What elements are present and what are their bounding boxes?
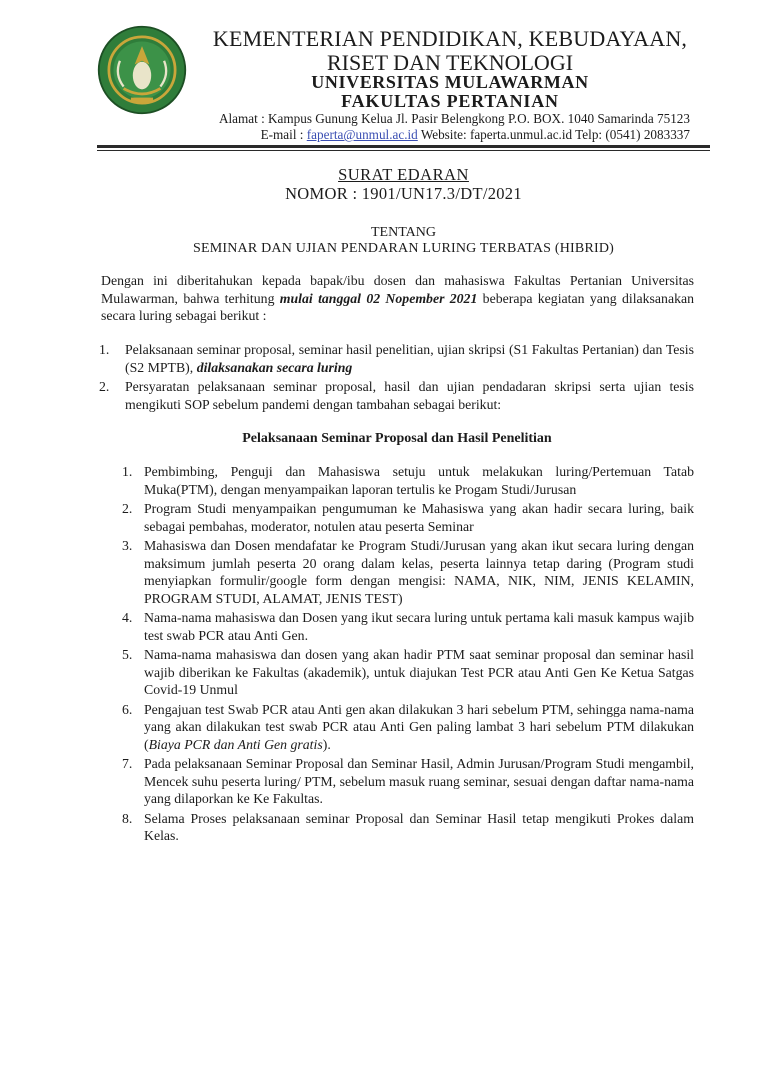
list-text: Nama-nama mahasiswa dan Dosen yang ikut secara luring untuk pertama kali masuk kampus wajib test swab PCR atau Anti Gen.	[144, 610, 694, 643]
section-heading: Pelaksanaan Seminar Proposal dan Hasil Penelitian	[242, 431, 552, 446]
list-text: Nama-nama mahasiswa dan dosen yang akan hadir PTM saat seminar proposal dan seminar hasil wajib diberikan ke Fakultas (akademik), untuk diajukan Test PCR atau Anti Gen Ke Ketua Satgas Covid-19 Unmul	[144, 647, 694, 697]
contact-line	[261, 127, 690, 143]
ministry-name-line2: RISET DAN TEKNOLOGI	[326, 50, 574, 75]
list-number: 5.	[122, 647, 133, 662]
list-text: Pengajuan test Swab PCR atau Anti gen akan dilakukan 3 hari sebelum PTM, sehingga nama-nama yang akan dilakukan test swab PCR atau Anti Gen paling lambat 3 hari sebelum PTM dilakukan (	[144, 701, 694, 752]
list-text: Pada pelaksanaan Seminar Proposal dan Seminar Hasil, Admin Jurusan/Program Studi mengambil, Mencek suhu peserta luring/ PTM, sebelum masuk ruang seminar, sesuai dengan daftar nama-nama yang dilaporkan ke Ke Fakultas.	[144, 756, 694, 806]
main-list-item	[101, 341, 694, 376]
list-number: 4.	[122, 610, 133, 625]
intro-paragraph	[101, 272, 694, 325]
list-text: Persyaratan pelaksanaan seminar proposal, hasil dan ujian pendadaran skripsi serta ujian tesis mengikuti SOP sebelum pandemi dengan tambahan sebagai berikut:	[125, 379, 694, 412]
list-text: Mahasiswa dan Dosen mendafatar ke Program Studi/Jurusan yang akan ikut secara luring dengan maksimum jumlah peserta 20 orang dalam kelas, peserta lainnya tetap daring (Program studi menyiapkan formulir/google form dengan mengisi: NAMA, NIK, NIM, JENIS KELAMIN, PROGRAM STUDI, ALAMAT, JENIS TEST)	[144, 538, 694, 606]
list-emphasis: Biaya PCR dan Anti Gen gratis	[148, 736, 323, 752]
list-number: 6.	[122, 701, 133, 717]
list-number: 1.	[99, 342, 110, 357]
university-logo-icon	[96, 24, 188, 116]
main-list-item	[101, 378, 694, 413]
sop-list	[122, 463, 694, 847]
ministry-name-line1: KEMENTERIAN PENDIDIKAN, KEBUDAYAAN,	[212, 26, 688, 51]
list-text: Pembimbing, Penguji dan Mahasiswa setuju untuk melakukan luring/Pertemuan Tatab Muka(PTM), dengan menyampaikan laporan tertulis ke Progam Studi/Jurusan	[144, 464, 694, 497]
intro-part1: Dengan ini diberitahukan kepada bapak/ibu dosen dan mahasiswa Fakultas Pertanian Universitas Mulawarman, bahwa terhitung	[101, 273, 694, 306]
list-text-tail: ).	[322, 736, 331, 752]
sop-list-item	[122, 755, 694, 808]
sop-list-item	[122, 646, 694, 699]
sop-list-item	[122, 463, 694, 498]
list-number: 1.	[122, 464, 133, 479]
sop-list-item	[122, 701, 694, 754]
sop-list-item	[122, 609, 694, 644]
phone-text: Telp: (0541) 2083337	[575, 127, 690, 142]
letter-subject: SEMINAR DAN UJIAN PENDARAN LURING TERBATAS (HIBRID)	[192, 241, 615, 256]
email-link[interactable]: faperta@unmul.ac.id	[306, 127, 418, 142]
letterhead-divider-thick	[97, 145, 710, 148]
list-number: 7.	[122, 756, 133, 771]
address-line: Alamat : Kampus Gunung Kelua Jl. Pasir Belengkong P.O. BOX. 1040 Samarinda 75123	[218, 111, 690, 126]
list-number: 2.	[99, 379, 110, 394]
sop-list-item	[122, 537, 694, 607]
website-text: Website: faperta.unmul.ac.id	[420, 127, 573, 142]
university-name: UNIVERSITAS MULAWARMAN	[311, 72, 589, 92]
list-text: Pelaksanaan seminar proposal, seminar hasil penelitian, ujian skripsi (S1 Fakultas Pertanian) dan Tesis (S2 MPTB),	[125, 342, 694, 375]
about-label: TENTANG	[371, 225, 436, 240]
intro-part2: beberapa kegiatan yang dilaksanakan secara luring sebagai berikut :	[101, 290, 694, 323]
list-number: 2.	[122, 501, 133, 516]
letter-number: NOMOR : 1901/UN17.3/DT/2021	[285, 184, 522, 203]
main-list	[101, 341, 694, 415]
sop-list-item	[122, 810, 694, 845]
letterhead-divider-thin	[97, 150, 710, 151]
sop-list-item	[122, 500, 694, 535]
faculty-name: FAKULTAS PERTANIAN	[341, 91, 559, 111]
list-number: 3.	[122, 538, 133, 553]
letter-title: SURAT EDARAN	[338, 165, 469, 184]
email-label: E-mail :	[260, 127, 307, 142]
list-text: Selama Proses pelaksanaan seminar Proposal dan Seminar Hasil tetap mengikuti Prokes dalam Kelas.	[144, 810, 694, 843]
list-number: 8.	[122, 810, 133, 826]
list-emphasis: dilaksanakan secara luring	[196, 359, 353, 375]
list-text: Program Studi menyampaikan pengumuman ke Mahasiswa yang akan hadir secara luring, baik sebagai pembahas, moderator, notulen atau peserta Seminar	[144, 501, 694, 534]
intro-date-emphasis: mulai tanggal 02 Nopember 2021	[279, 290, 478, 306]
